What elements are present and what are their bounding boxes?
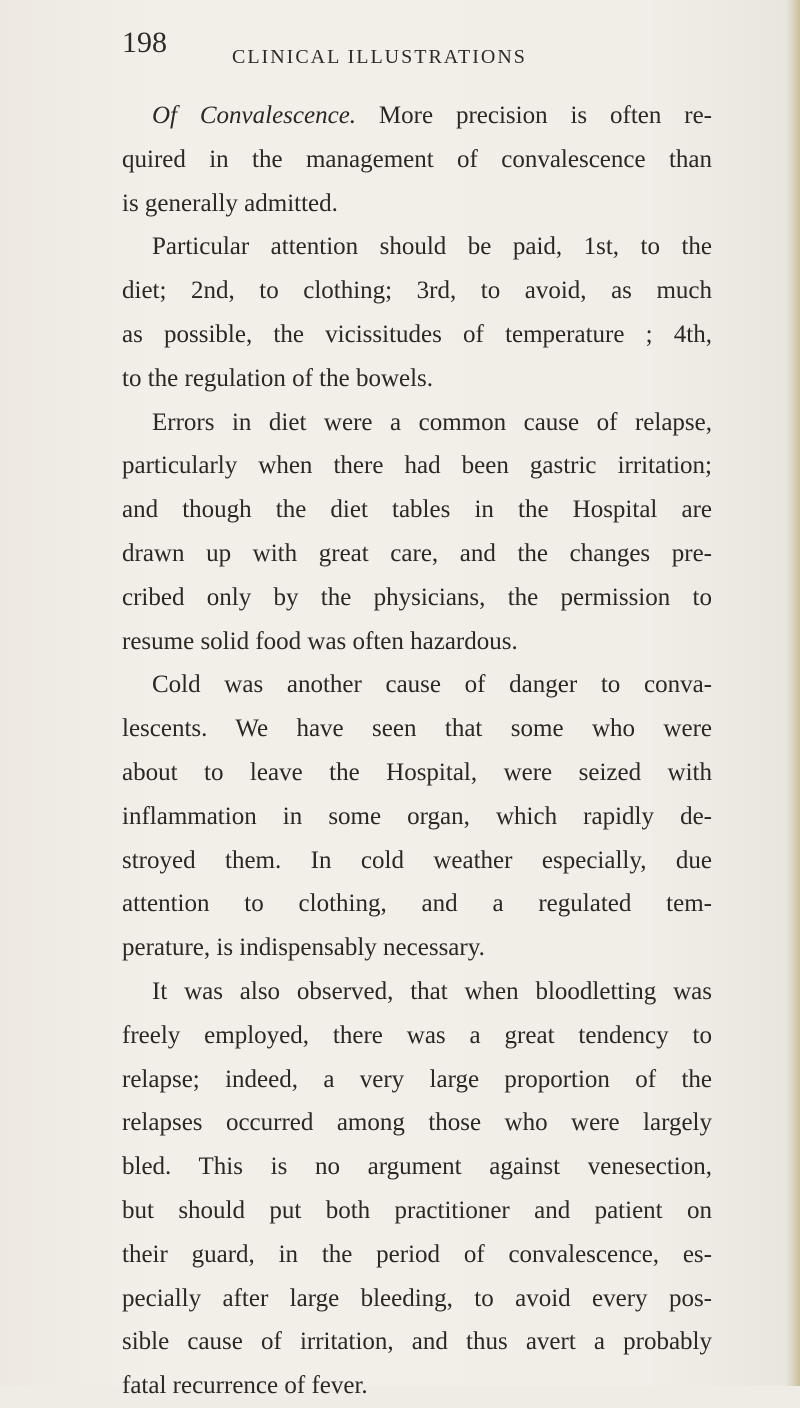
- text-line: freely employed, there was a great tendency to: [122, 1021, 712, 1049]
- text-line: and though the diet tables in the Hospital are: [122, 496, 712, 524]
- body-text: [122, 94, 712, 1408]
- text-line: lescents. We have seen that some who were: [122, 715, 712, 743]
- text-line: drawn up with great care, and the changes pre-: [122, 539, 712, 567]
- text-line: [122, 94, 712, 138]
- section-heading: Of Convalescence.: [152, 102, 357, 129]
- text-line: bled. This is no argument against venesection,: [122, 1153, 712, 1181]
- text-line: inflammation in some organ, which rapidly de-: [122, 802, 712, 830]
- running-head: CLINICAL ILLUSTRATIONS: [232, 46, 527, 68]
- text-line: sible cause of irritation, and thus avert a probably: [122, 1328, 712, 1356]
- text-line: resume solid food was often hazardous.: [122, 627, 518, 655]
- text-line: Errors in diet were a common cause of relapse,: [152, 408, 712, 436]
- page-number: 198: [122, 26, 167, 59]
- text-line-content: More precision is often re-: [356, 102, 713, 129]
- text-line: attention to clothing, and a regulated tem-: [122, 890, 712, 918]
- text-line: is generally admitted.: [122, 189, 338, 217]
- text-line: perature, is indispensably necessary.: [122, 934, 485, 962]
- text-line: Cold was another cause of danger to conva-: [152, 671, 712, 699]
- text-line: relapses occurred among those who were largely: [122, 1109, 712, 1137]
- text-line: as possible, the vicissitudes of temperature ; 4th,: [122, 320, 712, 348]
- text-line: cribed only by the physicians, the permission to: [122, 583, 712, 611]
- text-line: about to leave the Hospital, were seized with: [122, 758, 712, 786]
- text-line: to the regulation of the bowels.: [122, 364, 434, 392]
- text-line: It was also observed, that when bloodletting was: [152, 977, 712, 1005]
- page-edge-shadow: [786, 0, 800, 1386]
- text-line: Particular attention should be paid, 1st, to the: [152, 233, 712, 261]
- text-line: quired in the management of convalescence than: [122, 145, 712, 173]
- text-line: particularly when there had been gastric irritation;: [122, 452, 712, 480]
- text-line: relapse; indeed, a very large proportion of the: [122, 1065, 712, 1093]
- text-line: fatal recurrence of fever.: [122, 1372, 368, 1400]
- text-line: diet; 2nd, to clothing; 3rd, to avoid, as much: [122, 277, 712, 305]
- text-line: but should put both practitioner and patient on: [122, 1196, 712, 1224]
- text-line: pecially after large bleeding, to avoid every pos-: [122, 1284, 712, 1312]
- text-line: their guard, in the period of convalescence, es-: [122, 1240, 712, 1268]
- text-line: stroyed them. In cold weather especially, due: [122, 846, 712, 874]
